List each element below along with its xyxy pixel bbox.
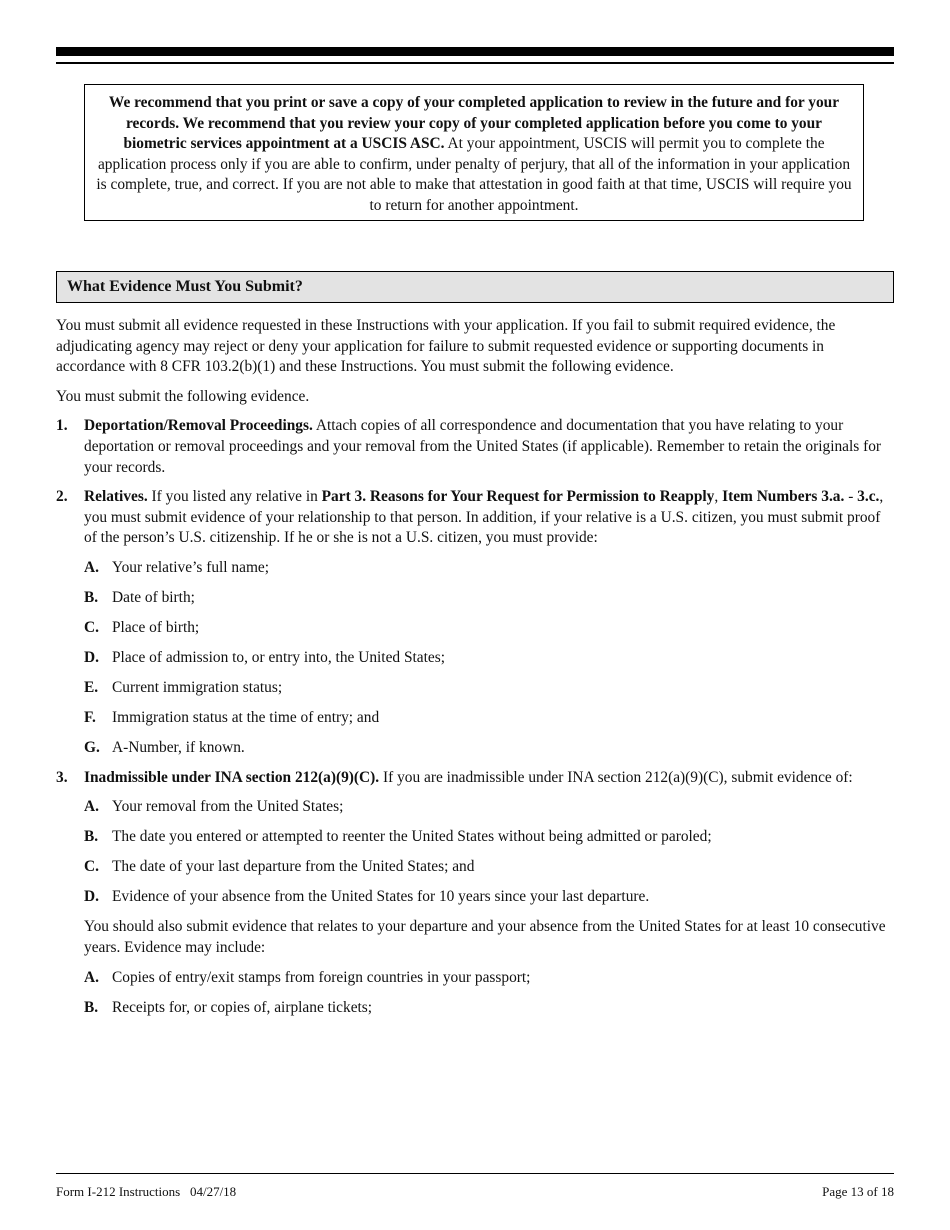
sub-item-letter: D. xyxy=(84,648,99,666)
sub-item-letter: B. xyxy=(84,998,99,1016)
item-text: - xyxy=(844,488,858,506)
item-number: 1. xyxy=(56,417,68,435)
sub-item-letter: B. xyxy=(84,828,99,846)
item-ref: Item Numbers 3.a. xyxy=(722,488,845,506)
sub-item-letter: B. xyxy=(84,588,99,606)
list-item-2 xyxy=(56,487,894,549)
item-text: If you listed any relative in xyxy=(147,488,322,506)
sub-list-item xyxy=(84,738,894,759)
intro-paragraph: You must submit all evidence requested in these Instructions with your application. If you fail to submit required evidence, the adjudicating agency may reject or deny your application for failure to submit requested evidence or supporting documents in accordance with 8 CFR 103.2(b)(1) and these Instructions. You must submit the following evidence. xyxy=(56,317,836,376)
footer-rule xyxy=(56,1173,894,1174)
intro-paragraph-2: You must submit the following evidence. xyxy=(56,387,310,405)
sub-item-text: Current immigration status; xyxy=(112,678,283,696)
sub-item-text: Place of birth; xyxy=(112,618,200,636)
item-number: 2. xyxy=(56,488,68,506)
sub-item-text: The date of your last departure from the United States; and xyxy=(112,858,475,876)
list-item-1 xyxy=(56,416,894,478)
additional-evidence-paragraph: You should also submit evidence that relates to your departure and your absence from the United States for at least 10 consecutive years. Evidence may include: xyxy=(84,918,886,956)
sub-list-item xyxy=(84,827,894,848)
notice-bold: We recommend that you print or save a copy of your completed application to review in the future and for your records. We recommend that you review your copy of your completed application before you come to your biometric services appointment at a USCIS ASC. xyxy=(108,94,840,153)
section-heading: What Evidence Must You Submit? xyxy=(56,271,894,303)
list-item-3 xyxy=(56,768,894,789)
sub-list-item xyxy=(84,678,894,699)
sub-item-letter: A. xyxy=(84,558,99,576)
footer-form-id: Form I-212 Instructions 04/27/18 xyxy=(56,1184,237,1199)
sub-list-item xyxy=(84,588,894,609)
sub-item-text: Immigration status at the time of entry; and xyxy=(112,708,380,726)
header-rule-thick xyxy=(56,47,894,56)
sub-item-letter: A. xyxy=(84,798,99,816)
item-title: Deportation/Removal Proceedings. xyxy=(84,417,313,435)
item-title: Inadmissible under INA section 212(a)(9)(C). xyxy=(84,768,380,786)
item-ref: Part 3. Reasons for Your Request for Permission to Reapply xyxy=(321,488,715,506)
section-body xyxy=(56,316,894,1028)
notice-box xyxy=(84,84,864,221)
sub-item-text: Date of birth; xyxy=(112,588,195,606)
sub-item-text: A-Number, if known. xyxy=(112,738,245,756)
sub-item-text: Evidence of your absence from the United States for 10 years since your last departure. xyxy=(112,888,650,906)
sub-list-item xyxy=(84,998,894,1019)
notice-text: At your appointment, USCIS will permit you to complete the application process only if you are able to confirm, under penalty of perjury, that all of the information in your application is complete, true, and correct. If you are not able to make that attestation in good faith at that time, USCIS will require you to return for another appointment. xyxy=(96,135,852,214)
sub-item-letter: C. xyxy=(84,858,99,876)
sub-item-text: Receipts for, or copies of, airplane tickets; xyxy=(112,998,373,1016)
sub-item-text: Copies of entry/exit stamps from foreign countries in your passport; xyxy=(112,968,531,986)
sub-item-text: Place of admission to, or entry into, the United States; xyxy=(112,648,445,666)
sub-list-item xyxy=(84,797,894,818)
header-rule-thin xyxy=(56,62,894,64)
item-text: If you are inadmissible under INA section 212(a)(9)(C), submit evidence of: xyxy=(379,768,853,786)
item-text: , you must submit evidence of your relationship to that person. In addition, if your relative is a U.S. citizen, you must submit proof of the person’s U.S. citizenship. If he or she is not a U.S. citizen, you must provide: xyxy=(84,488,884,547)
sub-item-text: Your relative’s full name; xyxy=(112,558,270,576)
sub-list-item xyxy=(84,708,894,729)
sub-item-letter: G. xyxy=(84,738,100,756)
sub-list-item xyxy=(84,558,894,579)
sub-item-letter: A. xyxy=(84,968,99,986)
sub-list-item xyxy=(84,618,894,639)
sub-list-item xyxy=(84,857,894,878)
sub-list-item xyxy=(84,887,894,908)
sub-item-text: Your removal from the United States; xyxy=(112,798,344,816)
item-text: , xyxy=(714,488,723,506)
sub-item-letter: E. xyxy=(84,678,99,696)
item-text: Attach copies of all correspondence and documentation that you have relating to your deportation or removal proceedings and your removal from the United States (if applicable). Remember to retain the originals for your records. xyxy=(84,417,882,476)
sub-list-item xyxy=(84,648,894,669)
item-ref: 3.c. xyxy=(857,488,880,506)
item-number: 3. xyxy=(56,768,68,786)
sub-item-letter: D. xyxy=(84,888,99,906)
sub-item-letter: F. xyxy=(84,708,96,726)
sub-item-letter: C. xyxy=(84,618,99,636)
item-title: Relatives. xyxy=(84,488,148,506)
sub-item-text: The date you entered or attempted to reenter the United States without being admitted or paroled; xyxy=(112,828,712,846)
sub-list-item xyxy=(84,968,894,989)
footer-page-number: Page 13 of 18 xyxy=(822,1184,894,1199)
